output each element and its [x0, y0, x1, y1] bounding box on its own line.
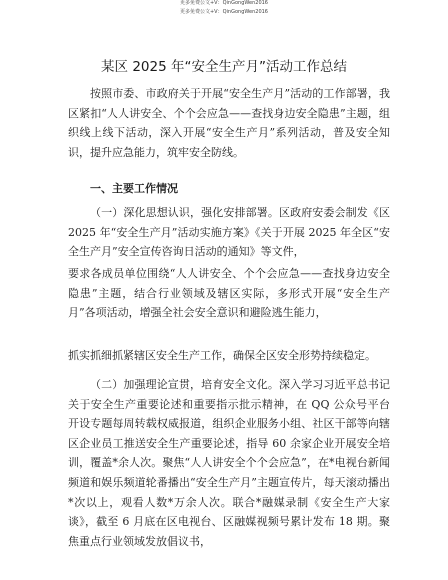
intro-paragraph: 按照市委、市政府关于开展“安全生产月”活动的工作部署，我区紧扣“人人讲安全、个个会应急——查找身边安全隐患”主题，组织线上线下活动，深入开展“安全生产月”系列活动，普及安全知识，提升应急能力，筑牢安全防线。: [68, 87, 390, 159]
watermark-line: 更多免费公文+V：QinGongWen2016: [179, 0, 268, 6]
watermark-line: 更多免费公文+V：QinGongWen2016: [179, 9, 268, 15]
body-paragraph: 要求各成员单位围绕“人人讲安全、个个会应急——查找身边安全隐患”主题，结合行业领域及辖区实际，多形式开展“安全生产月”各项活动，增强全社会安全意识和避险逃生能力，: [68, 267, 390, 320]
body-paragraph: （一）深化思想认识，强化安排部署。区政府安委会制发《区 2025 年“安全生产月”活动实施方案》《关于开展 2025 年全区“安全生产月”安全宣传咨询日活动的通知》等文件，: [68, 206, 390, 259]
body-paragraph: 抓实抓细抓紧辖区安全生产工作，确保全区安全形势持续稳定。: [68, 349, 376, 362]
body-paragraph: （二）加强理论宣贯，培育安全文化。深入学习习近平总书记关于安全生产重要论述和重要指示批示精神，在 QQ 公众号平台开设专题每周转载权威报道，组织企业服务小组、社区干部等向辖区企业员工推送安全生产重要论述，指导 60 余家企业开展安全培训，覆盖*余人次。聚焦“人人讲安全个个会应急”，在*电视台新闻频道和娱乐频道轮番播出“安全生产月”主题宣传片，每天滚动播出*次以上，观看人数*万余人次。联合*融媒录制《安全生产大家谈》，截至 6 月底在区电视台、区融媒视频号累计发布 18 期。聚焦重点行业领域发放倡议书，: [68, 378, 390, 548]
document-title: 某区 2025 年“安全生产月”活动工作总结: [101, 59, 347, 75]
section-heading: 一、主要工作情况: [90, 182, 178, 195]
